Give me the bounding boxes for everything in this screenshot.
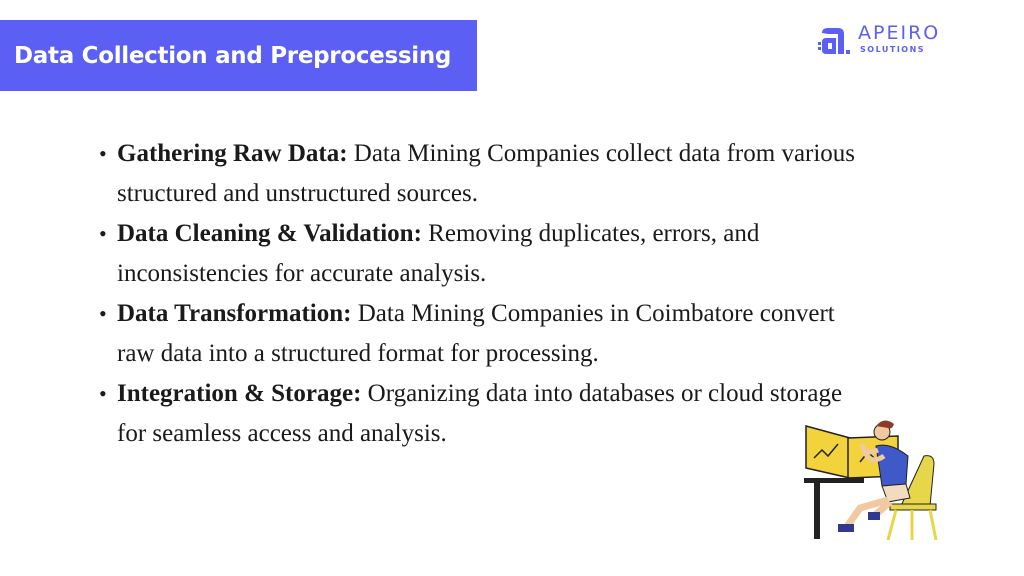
bullet-marker: • <box>99 221 107 246</box>
bullet-term: Data Transformation: <box>117 300 352 327</box>
bullet-term: Integration & Storage: <box>117 380 362 407</box>
bullet-marker: • <box>99 301 107 326</box>
bullet-term: Gathering Raw Data: <box>117 140 348 167</box>
company-logo <box>818 24 963 58</box>
bullet-term: Data Cleaning & Validation: <box>117 220 422 247</box>
bullet-marker: • <box>99 381 107 406</box>
bullet-item <box>97 214 877 294</box>
bullet-text: Data Mining Companies collect data from various structured and unstructured sources. <box>117 140 856 207</box>
bullet-text: Data Mining Companies in Coimbatore convert raw data into a structured format for processing. <box>117 300 835 367</box>
bullet-list <box>97 134 877 454</box>
bullet-item <box>97 374 877 454</box>
bullet-item <box>97 134 877 214</box>
logo-subtitle: SOLUTIONS <box>860 45 926 54</box>
page-title: Data Collection and Preprocessing <box>14 42 452 69</box>
bullet-item <box>97 294 877 374</box>
bullet-text: Organizing data into databases or cloud storage for seamless access and analysis. <box>117 380 843 447</box>
bullet-text: Removing duplicates, errors, and inconsistencies for accurate analysis. <box>117 220 760 287</box>
bullet-marker: • <box>99 141 107 166</box>
apeiro-logo-icon <box>818 24 854 58</box>
logo-name: APEIRO <box>858 22 941 44</box>
person-at-computer-illustration <box>800 416 945 544</box>
title-banner <box>0 20 477 91</box>
